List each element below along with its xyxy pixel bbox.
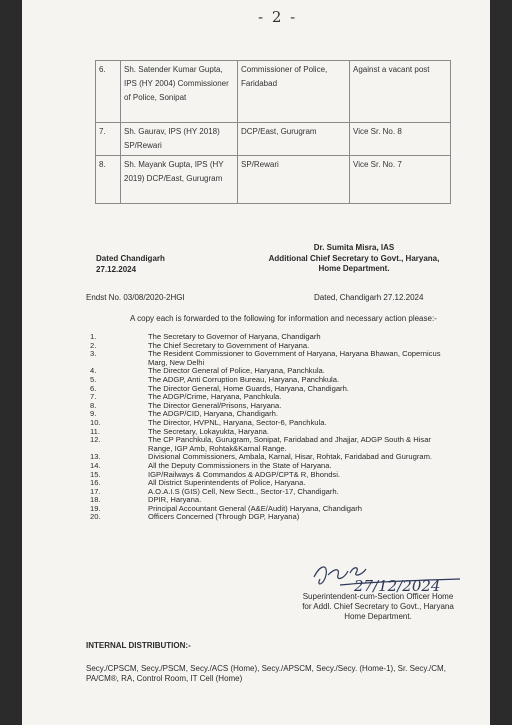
posting-cell: SP/Rewari bbox=[238, 156, 350, 204]
list-item-text: Officers Concerned (Through DGP, Haryana) bbox=[148, 512, 300, 522]
list-item-text: The Director, HVPNL, Haryana, Sector-6, Panchkula. bbox=[148, 417, 327, 427]
list-item bbox=[90, 488, 456, 497]
list-item-number: 10. bbox=[90, 417, 101, 427]
list-item-text: DPIR, Haryana. bbox=[148, 495, 202, 505]
list-item-number: 14. bbox=[90, 460, 101, 470]
officer-cell: Sh. Mayank Gupta, IPS (HY 2019) DCP/East, Gurugram bbox=[121, 156, 238, 204]
office-line: Superintendent-cum-Section Officer Home bbox=[302, 592, 454, 601]
list-item-number: 17. bbox=[90, 486, 101, 496]
list-item-text: The Chief Secretary to Government of Haryana. bbox=[148, 340, 310, 350]
remarks-cell: Vice Sr. No. 7 bbox=[350, 156, 451, 204]
officer-cell: Sh. Gaurav, IPS (HY 2018) SP/Rewari bbox=[121, 123, 238, 156]
table-row bbox=[96, 156, 451, 204]
list-item-text: The Director General of Police, Haryana, Panchkula. bbox=[148, 366, 325, 376]
list-item-text: Divisional Commissioners, Ambala, Karnal, Hisar, Rohtak, Faridabad and Gurugram. bbox=[148, 452, 433, 462]
posting-cell: DCP/East, Gurugram bbox=[238, 123, 350, 156]
list-item-text: The Secretary, Lokayukta, Haryana. bbox=[148, 426, 269, 436]
list-item bbox=[90, 513, 456, 522]
list-item-text: The Resident Commissioner to Government of Haryana, Haryana Bhawan, Copernicus Marg, New Delhi bbox=[148, 349, 441, 367]
signatory-name: Dr. Sumita Misra, IAS bbox=[313, 243, 395, 252]
list-item-number: 15. bbox=[90, 469, 101, 479]
list-item-text: The ADGP/CID, Haryana, Chandigarh. bbox=[148, 409, 278, 419]
handwritten-signature bbox=[310, 555, 470, 597]
list-item-number: 20. bbox=[90, 512, 101, 522]
dated-date: 27.12.2024 bbox=[96, 265, 137, 274]
table-row bbox=[96, 61, 451, 123]
posting-table bbox=[95, 60, 451, 204]
signatory-designation: Additional Chief Secretary to Govt., Haryana, bbox=[268, 253, 440, 263]
office-line: for Addl. Chief Secretary to Govt., Haryana bbox=[302, 602, 454, 611]
list-item-text: All District Superintendents of Police, Haryana. bbox=[148, 478, 306, 488]
page-number: - 2 - bbox=[258, 8, 298, 26]
list-item-number: 1. bbox=[90, 332, 97, 341]
list-item-number: 6. bbox=[90, 383, 97, 393]
list-item-number: 11. bbox=[90, 426, 100, 436]
list-item-text: The ADGP/Crime, Haryana, Panchkula. bbox=[148, 392, 282, 402]
list-item bbox=[90, 419, 456, 428]
list-item-number: 12. bbox=[90, 435, 101, 445]
office-block bbox=[278, 592, 478, 622]
list-item bbox=[90, 436, 456, 453]
list-item-text: The Director General, Home Guards, Haryana, Chandigarh. bbox=[148, 383, 349, 393]
dated-block bbox=[96, 253, 165, 275]
list-item-number: 8. bbox=[90, 400, 97, 410]
list-item-text: All the Deputy Commissioners in the State of Haryana. bbox=[148, 460, 332, 470]
list-item-number: 3. bbox=[90, 349, 97, 359]
list-item-number: 2. bbox=[90, 340, 97, 350]
endst-date: Dated, Chandigarh 27.12.2024 bbox=[314, 293, 424, 302]
office-line: Home Department. bbox=[344, 612, 412, 621]
list-item-number: 5. bbox=[90, 374, 97, 384]
list-item-number: 19. bbox=[90, 503, 101, 513]
dated-place: Dated Chandigarh bbox=[96, 254, 165, 263]
list-item-text: The CP Panchkula, Gurugram, Sonipat, Faridabad and Jhajjar, ADGP South & Hisar Range, IGP Amb, Rohtak&Karnal Range. bbox=[148, 435, 431, 453]
list-item-text: A.O.A.I.S (GIS) Cell, New Sectt., Sector-17, Chandigarh. bbox=[148, 486, 339, 496]
endst-number: Endst No. 03/08/2020-2HGI bbox=[86, 293, 185, 302]
list-item-number: 18. bbox=[90, 495, 101, 505]
list-item-text: IGP/Railways & Commandos & ADGP/CPT& R, Bhondsi. bbox=[148, 469, 341, 479]
forwarding-intro: A copy each is forwarded to the following for information and necessary action please:- bbox=[130, 314, 437, 323]
list-item-number: 16. bbox=[90, 478, 101, 488]
sr-cell: 8. bbox=[96, 156, 121, 204]
remarks-cell: Against a vacant post bbox=[350, 61, 451, 123]
list-item-number: 7. bbox=[90, 392, 97, 402]
table-row bbox=[96, 123, 451, 156]
list-item-text: The Secretary to Governor of Haryana, Chandigarh bbox=[148, 332, 321, 341]
signatory-department: Home Department. bbox=[318, 264, 390, 273]
list-item-number: 13. bbox=[90, 452, 101, 462]
remarks-cell: Vice Sr. No. 8 bbox=[350, 123, 451, 156]
list-item-text: The Director General/Prisons, Haryana. bbox=[148, 400, 282, 410]
officer-cell: Sh. Satender Kumar Gupta, IPS (HY 2004) Commissioner of Police, Sonipat bbox=[121, 61, 238, 123]
list-item-number: 4. bbox=[90, 366, 97, 376]
list-item-number: 9. bbox=[90, 409, 97, 419]
posting-cell: Commissioner of Police, Faridabad bbox=[238, 61, 350, 123]
recipient-list bbox=[90, 333, 456, 522]
handwritten-date: 27/12/2024 bbox=[354, 577, 441, 595]
list-item bbox=[90, 350, 456, 367]
document-page bbox=[22, 0, 490, 725]
sr-cell: 7. bbox=[96, 123, 121, 156]
list-item-text: Principal Accountant General (A&E/Audit) Haryana, Chandigarh bbox=[148, 503, 363, 513]
sr-cell: 6. bbox=[96, 61, 121, 123]
list-item-text: The ADGP, Anti Corruption Bureau, Haryana, Panchkula. bbox=[148, 374, 340, 384]
internal-distribution-list: Secy./CPSCM, Secy./PSCM, Secy./ACS (Home), Secy./APSCM, Secy./Secy. (Home-1), Sr. Secy./CM, PA/CM®, RA, Control Room, IT Cell (Home) bbox=[86, 664, 446, 683]
internal-distribution-heading: INTERNAL DISTRIBUTION:- bbox=[86, 641, 191, 650]
signatory-block bbox=[254, 243, 454, 275]
